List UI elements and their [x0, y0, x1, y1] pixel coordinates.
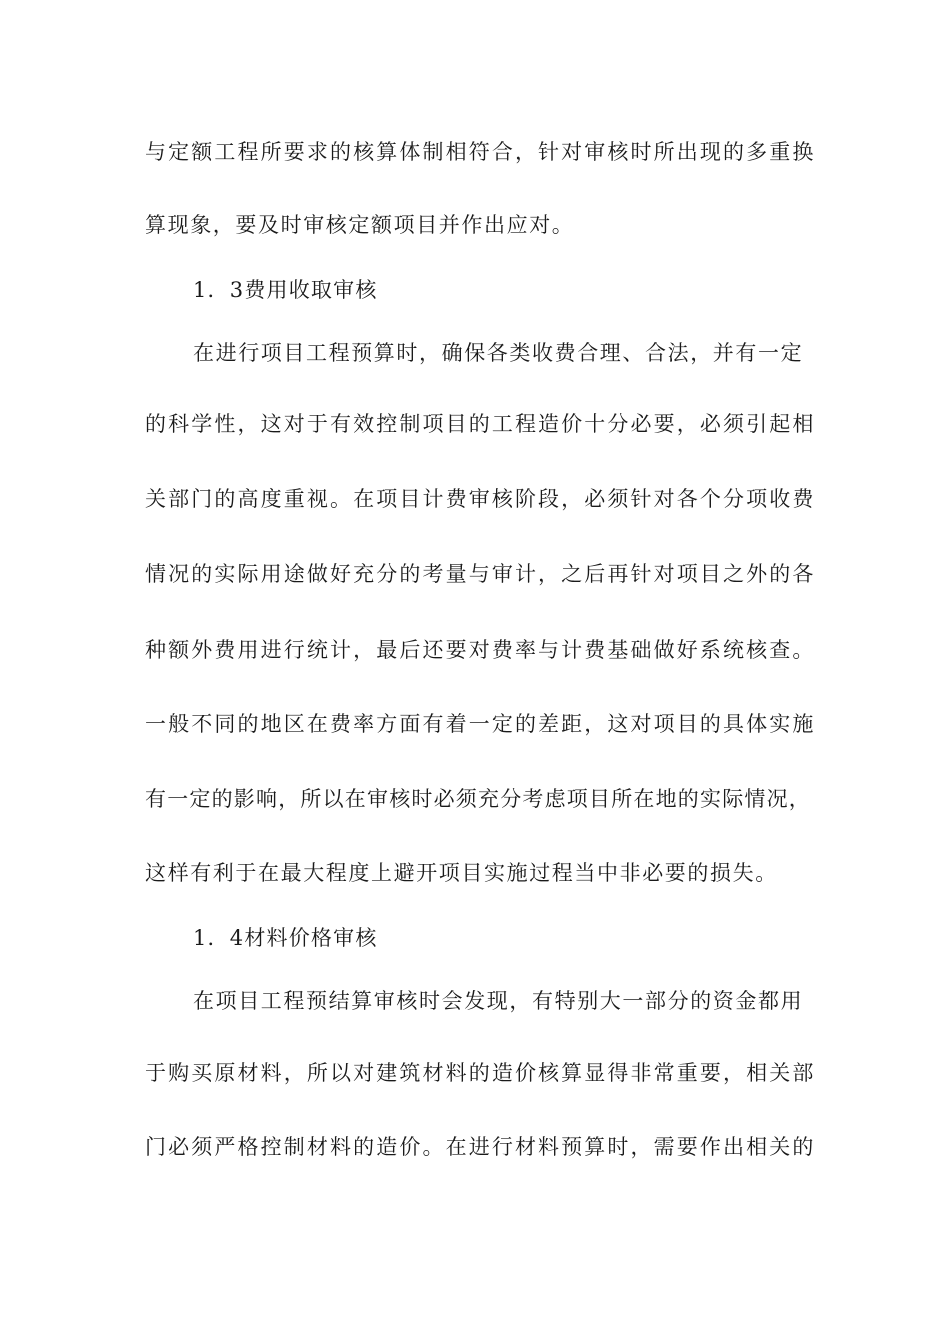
section-heading: 1．3费用收取审核 — [193, 278, 378, 302]
text-line: 情况的实际用途做好充分的考量与审计，之后再针对项目之外的各 — [145, 562, 815, 586]
section-heading: 1．4材料价格审核 — [193, 926, 378, 950]
text-line: 算现象，要及时审核定额项目并作出应对。 — [145, 213, 575, 237]
text-line: 于购买原材料，所以对建筑材料的造价核算显得非常重要，相关部 — [145, 1061, 815, 1085]
text-line: 与定额工程所要求的核算体制相符合，针对审核时所出现的多重换 — [145, 140, 815, 164]
text-line: 的科学性，这对于有效控制项目的工程造价十分必要，必须引起相 — [145, 412, 815, 436]
text-line: 一般不同的地区在费率方面有着一定的差距，这对项目的具体实施 — [145, 712, 815, 736]
paragraph-first-line: 在进行项目工程预算时，确保各类收费合理、合法，并有一定 — [193, 341, 804, 365]
text-line: 这样有利于在最大程度上避开项目实施过程当中非必要的损失。 — [145, 861, 778, 885]
text-line: 门必须严格控制材料的造价。在进行材料预算时，需要作出相关的 — [145, 1135, 815, 1159]
paragraph-first-line: 在项目工程预结算审核时会发现，有特别大一部分的资金都用 — [193, 989, 804, 1013]
text-line: 有一定的影响，所以在审核时必须充分考虑项目所在地的实际情况， — [145, 787, 811, 811]
text-line: 种额外费用进行统计，最后还要对费率与计费基础做好系统核查。 — [145, 638, 815, 662]
text-line: 关部门的高度重视。在项目计费审核阶段，必须针对各个分项收费 — [145, 487, 815, 511]
